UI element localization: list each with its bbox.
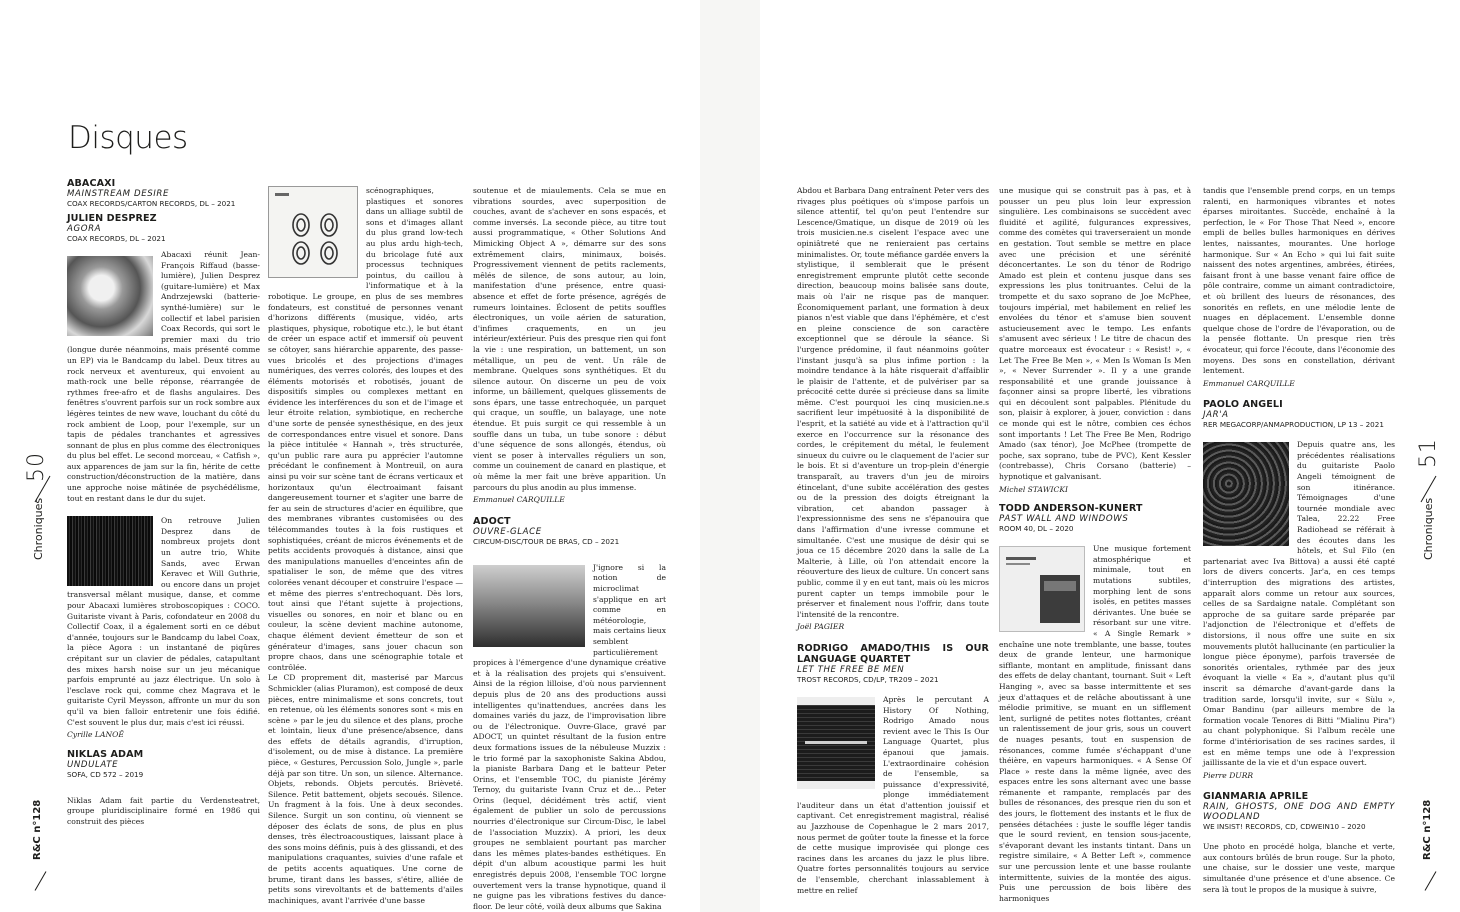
- past-wall-cover: [999, 546, 1085, 632]
- review-artist: PAOLO ANGELI: [1203, 399, 1283, 411]
- review-text: Niklas Adam fait partie du Verdensteatret, groupe pluridisciplinaire formé en 1986 qui construit des pièces: [67, 795, 260, 826]
- review-text: Une musique fortement atmosphérique et minimale, tout en mutations subtiles, morphing lent de sons isolés, en petites masses dérivantes. Une buée se résorbant sur une vitre. « A Single Remark » enchaîne une note tremblante, une basse, toutes deux de grande lenteur, une harmonique sifflante, montant en amplitude, finissant dans des effets de delay chantant, tournant. Suit « Left Hanging », avec sa basse intermittente et ses jeux d'attaques et de relâche aboutissant à une mélodie primitive, se muant en un sifflement lent, surligné de petites notes flottantes, créant un ralentissement de jour gris, sous un couvert de nuages pesants, tout en suspension de résonances, comme fumée s'échappant d'une théière, en vapeurs harmoniques. « A Sense Of Place » reste dans la même lignée, avec des espaces entre les sons alternant avec une basse rémanente et rampante, remplacés par des bulles de résonances, des presque rien du son et des jours, le flottement des instants et le flux de pensées détachées : juste le souffle léger tandis que le sourd revient, en tension sous-jacente, s'évaporant devant les instants tintant. Dans un registre similaire, « A Better Left », commence sur une percussion lente et une basse roulante intermittente, suivies de la montée des aigus. Puis une percussion de bois libère des harmoniques: [999, 544, 1191, 903]
- left-page: [0, 0, 700, 912]
- review-author: Cyrille LANOË: [67, 730, 124, 740]
- review-text: Le CD proprement dit, masterisé par Marcus Schmickler (alias Pluramon), est composé de deux pièces, entre minimalisme et sons concrets, tout en retenue, où les éléments sonores sont « mis en scène » par le jeu du silence et des plans, proche et lointain, lieux d'une présence/absence, dans des effets de détails agrandis, d'irruption, d'isolement, ou de mise à distance. La première pièce, « Gestures, Percussion Solo, Jungle », parle déjà par son titre. Un son, un silence. Alternance. Objets, rebonds. Objets percutés. Brièveté. Silence. Petit battement, objets secoués. Silence. Un fragment à la fois. Une à deux secondes. Silence. Surgit un son continu, où viennent se déposer des éclats de sons, de plus en plus denses, très électroacoustiques, laissant place à des sons moins définis, puis à des glissandi, et des manipulations craquantes, suivies d'une rafale et de petits accents aquatiques. Une corne de brume, tirant dans les basses, s'étire, alliée de petits sons virevoltants et de battements d'ailes machiniques, avant l'arrivée d'une basse: [268, 673, 463, 905]
- right-page: [760, 0, 1460, 912]
- past-wall-artwork: [1000, 547, 1084, 631]
- review-author: Emmanuel CARQUILLE: [473, 495, 565, 505]
- review-text: Abacaxi réunit Jean-François Riffaud (basse-lumière), Julien Desprez (guitare-lumière) et Max Andrzejewski (batterie-synthé-lumière) sur le collectif et label parisien Coax Records, qui sort le premier maxi du trio (longue durée néanmoins, mais présenté comme un EP) via le Bandcamp du label. Deux titres au rock nerveux et aventureux, qui envoient au math-rock une belle réponse, réarrangée de rythmes free-afro et de flashs angulaires. Des fenêtres s'ouvrent parfois sur un rock sombre aux légères teintes de new wave, louchant du côté du rock ambient de Loop, pour l'exemple, sur un tapis de pédales tranchantes et agressives sonnant de plus en plus comme des électroniques du plus bel effet. Le second morceau, « Catfish », aux apparences de jam sur la fin, hérite de cette construction/déconstruction de la matière, dans une approche noise mâtinée de psychédélisme, tout en restant dans le dur du sujet.: [67, 250, 260, 503]
- right-column-3: [1203, 186, 1395, 894]
- review-album: AGORA: [67, 224, 102, 234]
- review-artist: GIANMARIA APRILE: [1203, 791, 1309, 803]
- right-column-1: [797, 186, 989, 895]
- let-the-free-be-men-cover: [797, 697, 875, 789]
- review-label: TROST RECORDS, CD/LP, TR209 – 2021: [797, 674, 939, 684]
- review-artist: JULIEN DESPREZ: [67, 213, 157, 224]
- review-text: Depuis quatre ans, les précédentes réalisations du guitariste Paolo Angeli témoignent de son itinérance. Témoignages d'une tournée mondiale avec Talea, 22.22 Free Radiohead se référait à des écoutes dans les hôtels, et Sul Filo (en partenariat avec Iva Bittova) a aussi été capté lors de divers concerts. Jar'a, en ces temps d'interruption des migrations des artistes, apparaît alors comme un retour aux sources, celles de sa Sardaigne natale. Complétant son approche de sa guitare sarde préparée par l'adjonction de l'électronique et d'effets de distorsions, il nous offre une suite en six mouvements plutôt hallucinante (en particulier la longue pièce éponyme), parfois traversée de sonorités orientales, rythmée par des jeux évoquant la vielle « Ea », d'autant plus qu'il inscrit sa démarche d'avant-garde dans la tradition sarde, lorsqu'il invite, sur « Sùlu », Omar Bandinu (par ailleurs membre de la formation vocale Tenores di Bitti "Mialinu Pira") au chant polyphonique. Si l'album recèle une forme d'intériorisation de ses racines sardes, il est en même temps une ode à l'expression jaillissante de la vie et d'un espace ouvert.: [1203, 440, 1395, 768]
- cover-lettering: [797, 697, 875, 789]
- review-artist: ABACAXI: [67, 178, 116, 189]
- right-folio-number: 51: [1416, 438, 1441, 468]
- review-artist: TODD ANDERSON-KUNERT: [999, 503, 1143, 515]
- review-text: Après le percutant A History Of Nothing, Rodrigo Amado nous revient avec le This Is Our Language Quartet, plus épanoui que jamais. L'extraordinaire cohésion de l'ensemble, sa puissance d'expressivité, plonge immédiatement l'auditeur dans un état d'attention jouissif et captivant. Cet enregistrement magistral, réalisé au Jazzhouse de Copenhague le 2 mars 2017, nous permet de goûter toute la finesse et la force de cette musique improvisée qui plonge ces racines dans les arcanes du jazz le plus libre. Quatre fortes personnalités toujours au service de l'ensemble, cherchant inlassablement à mettre en relief: [797, 694, 989, 895]
- left-magazine-issue: R&C n°128: [32, 799, 43, 860]
- right-rubric: Chroniques: [1422, 497, 1435, 560]
- right-folio-block: [1410, 430, 1450, 890]
- right-column-2: [999, 186, 1191, 903]
- sketch-rings-drawing: [269, 187, 357, 277]
- review-album: LET THE FREE BE MEN: [797, 664, 905, 675]
- review-album: OUVRE-GLACE: [473, 526, 542, 537]
- sketch-rings-cover: [268, 186, 358, 278]
- room-photo-cover: [473, 565, 585, 647]
- review-author: Michel STAWICKI: [999, 484, 1068, 494]
- review-label: ROOM 40, DL – 2020: [999, 524, 1074, 534]
- review-text: J'ignore si la notion de microclimat s'applique en art comme en météorologie, mais certains lieux semblent particulièrement propices à l'émergence d'une dynamique créative et à la réalisation des projets qui s'ensuivent. Ainsi de la région lilloise, d'où nous parviennent depuis plus de 20 ans des productions aussi intelligentes qu'inattendues, ancrées dans les domaines variés du jazz, de l'improvisation libre ou de l'électronique. Ouvre-Glace, gravé par ADOCT, un quintet résultant de la fusion entre deux formations issues de la nébuleuse Muzzix : le trio formé par la saxophoniste Sakina Abdou, la pianiste Barbara Dang et le batteur Peter Orins, et l'ensemble TOC, du pianiste Jérémy Ternoy, du guitariste Ivann Cruz et de… Peter Orins (lequel, décidément très actif, vient également de publier un solo de percussions nourries d'électronique sur Circum-Disc, le label de l'association Muzzix). A priori, les deux groupes ne semblaient pourtant pas marcher dans les mêmes plates-bandes esthétiques. En dépit d'un album acoustique parmi les huit enregistrés depuis 2008, l'ensemble TOC lorgne ouvertement vers la transe hypnotique, quand il ne guigne pas les vibrations festives du dance-floor. De leur côté, voilà deux albums que Sakina: [473, 562, 666, 911]
- section-title: Disques: [68, 120, 188, 156]
- review-artist: ADOCT: [473, 515, 511, 527]
- review-text: On retrouve Julien Desprez dans de nombreux projets dont un autre trio, White Sands, avec Erwan Keravec et Will Guthrie, ou encore dans un projet transversal mêlant musique, danse, et comme pour Abacaxi lumières stroboscopiques : COCO. Guitariste vivant à Paris, cofondateur en 2008 du Collectif Coax, il a également sorti en ce début d'année, toujours sur le Bandcamp du label Coax, la pièce Agora : un instantané de piqûres crépitant sur un clavier de pédales, catapultant des mixes harsh noise sur un jeu mécanique parfois emprunté au jazz électrique. Un solo à l'esclave rock qui, comme chez Magrava et le guitariste Cyril Meysson, affronte un mur du son qu'il va bien falloir entretenir une fois édifié. C'est souvent le plus dur, mais c'est ici réussi.: [67, 516, 260, 727]
- left-column-3: [473, 186, 666, 911]
- abstract-grey-cover: [67, 256, 153, 336]
- dark-noise-cover: [67, 516, 153, 586]
- review-album: UNDULATE: [67, 759, 119, 770]
- review-text: Une photo en procédé holga, blanche et verte, aux contours brûlés de brun rouge. Sur la photo, une chaise, sur le dossier une veste, marque simultanée d'une présence et d'une absence. Ce sera là tout le propos de la musique à suivre,: [1203, 842, 1395, 894]
- left-column-2: [268, 186, 463, 905]
- review-album: MAINSTREAM DESIRE: [67, 189, 170, 199]
- review-label: CIRCUM-DISC/TOUR DE BRAS, CD – 2021: [473, 536, 620, 546]
- right-magazine-issue: R&C n°128: [1422, 799, 1433, 860]
- review-album: RAIN, GHOSTS, ONE DOG AND EMPTY WOODLAND: [1203, 802, 1395, 823]
- review-text: scénographiques, plastiques et sonores dans un alliage subtil de sons et d'images allant du plus grand low-tech au plus ardu high-tech, du bricolage futé aux processus techniques pointus, du caillou à l'informatique et à la robotique. Le groupe, en plus de ses membres fondateurs, est constitué de personnes venant d'horizons différents (musique, vidéo, arts plastiques, physique, robotique etc.), le but étant de créer un espace actif et immersif où peuvent se côtoyer, sans hiérarchie apparente, des passe-vues bricolés et des projections d'images numériques, des verres colorés, des loupes et des éléments motorisés et robotisés, jouant de dispositifs simples ou complexes mettant en évidence les interférences du son et de l'image et leur étroite relation, symbiotique, en recherche d'une sorte de pensée synesthésique, en des jeux de correspondances entre visuel et sonore. Dans la pièce intitulée « Hannah », très structurée, qu'un public rare aura pu apprécier l'automne précédant le confinement à Montreuil, on aura ainsi pu voir sur scène tant de écrans verticaux et horizontaux qu'un électroaimant faisant dangereusement tourner et s'agiter une barre de fer au sein de structures d'acier en équilibre, que des membranes vibrantes customisées ou des télécommandes toutes à la fois rustiques et sophistiquées, créant de micros événements et de petits accidents provoqués à distance, ainsi que des manipulations manuelles d'enceintes afin de spatialiser le son, de même que des vitres colorées venant découper et construire l'espace — et même des pierres s'entrechoquant. Dès lors, tout ainsi que l'étant sujette à projections, visuelles ou sonores, en noir et blanc ou en couleur, la scène devient machine autonome, chaque élément devient émetteur de son et générateur d'images, sans jouer chacun son propre chaos, dans une scénographie totale et contrôlée.: [268, 186, 463, 672]
- review-label: COAX RECORDS, DL – 2021: [67, 234, 166, 243]
- right-bottom-slash: [1425, 871, 1437, 891]
- review-text: soutenue et de miaulements. Cela se mue en vibrations sourdes, avec superposition de couches, avant de s'achever en sons espacés, et comme inversés. La seconde pièce, au titre tout aussi programmatique, « Other Solutions And Mimicking Object A », démarre sur des sons extrêmement clairs, minimaux, boisés. Progressivement viennent de petits raclements, mêlés de silence, de sons autour, au loin, manifestation d'une présence, entre quasi-absence et effet de forte présence, agrégés de rumeurs lointaines. Éclosent de petits souffles électroniques, un voile aérien de saturation, d'infimes craquements, en un jeu intérieur/extérieur. Puis des presque rien qui font la vie : une respiration, un battement, un son métallique, un peu de vent. Un râle de membrane. Quelques sons synthétiques. Et du silence autour. On discerne un peu de voix informe, un bâillement, quelques glissements de sons épars, une tasse entrechoquée, un parquet qui craque, un souffle, un balayage, une note étendue. Et puis surgit ce qui ressemble à un souffle dans un tuba, un tube sonore : début d'une séquence de sons allongés, étendus, où vient se poser à intervalles réguliers un son, comme un couinement de canard en plastique, et où même la mer fait une brève apparition. Un parcours du plus anodin au plus immense.: [473, 186, 666, 492]
- review-album: JAR'A: [1203, 410, 1229, 421]
- left-folio-block: [18, 430, 58, 890]
- page-gutter: [700, 0, 760, 912]
- review-author: Joël PAGIER: [797, 622, 845, 632]
- left-column-1: [67, 178, 260, 838]
- review-text: tandis que l'ensemble prend corps, en un temps ralenti, en harmoniques vibrantes et notes éparses miroitantes. Succède, enchaîné à la perfection, le « For Those That Need », encore empli de belles bulles harmoniques en dérives lentes, naissantes, mourantes. Une horloge harmonique. Sur « An Echo » qui lui fait suite naissent des notes argentines, ambrées, étirées, faisant front à une basse venant faire office de pôle contraire, comme un aimant contradictoire, et où brillent des lueurs de résonances, des sonorités en reflets, en une mélodie lente de nuages en déplacement. L'ensemble donne quelque chose de l'ordre de l'évaporation, ou de la pensée flottante. Un presque rien très évocateur, qui force l'écoute, dans l'économie des moyens. Des sons en constellation, dérivant lentement.: [1203, 186, 1395, 376]
- left-bottom-slash: [35, 871, 47, 891]
- review-label: WE INSIST! RECORDS, CD, CDWEIN10 – 2020: [1203, 822, 1366, 832]
- review-text: une musique qui se construit pas à pas, et à pousser un peu plus loin leur expression singulière. Les combinaisons se succèdent avec fluidité et agilité, fulgurances expressives, comme des comètes qui traverseraient un monde en gestation. Tout semble se mettre en place avec une précision et une sérénité déconcertantes. Le son du ténor de Rodrigo Amado est plein et contenu jusque dans ses expressions les plus tonitruantes. Celui de la trompette et du saxo soprano de Joe McPhee, toujours impérial, met habilement en relief les envolées du ténor et s'amuse bien souvent astucieusement avec le tempo. Les enfants s'amusent avec sérieux ! Le titre de chacun des quatre morceaux est évocateur : « Resist! », « Let The Free Be Men », « Men Is Woman Is Men », « Never Surrender ». Il y a une grande responsabilité et une grande jouissance à façonner ainsi sa propre liberté, les vibrations qui en découlent sont palpables. Plénitude du son, plaisir à explorer, à jouer, conviction : dans ce monde qui est le nôtre, combien ces échos sont importants ! Let The Free Be Men, Rodrigo Amado (sax ténor), Joe McPhee (trompette de poche, sax soprano, tube de PVC), Kent Kessler (contrebasse), Chris Corsano (batterie) – hypnotique et galvanisant.: [999, 186, 1191, 482]
- foliage-cover: [1203, 442, 1289, 546]
- review-label: RER MEGACORP/ANMAPRODUCTION, LP 13 – 2021: [1203, 420, 1384, 430]
- review-artist: RODRIGO AMADO/THIS IS OUR LANGUAGE QUARTET: [797, 642, 989, 665]
- review-artist: NIKLAS ADAM: [67, 748, 144, 760]
- review-label: COAX RECORDS/CARTON RECORDS, DL – 2021: [67, 199, 236, 208]
- review-author: Emmanuel CARQUILLE: [1203, 378, 1295, 388]
- review-album: PAST WALL AND WINDOWS: [999, 514, 1129, 525]
- left-folio-number: 50: [24, 452, 49, 482]
- review-author: Pierre DURR: [1203, 770, 1254, 780]
- review-text: Abdou et Barbara Dang entraînent Peter vers des rivages plus poétiques où s'impose parfois un silence attentif, tel qu'on peut l'entendre sur Lescence/Gmatique, un disque de 2019 où les trois musicien.ne.s ciselent l'espace avec une opiniâtreté que ne renieraient pas certains minimalistes. Or, toute méfiance gardée envers la stylistique, il semblerait que le présent enregistrement emprunte plutôt cette seconde direction, beaucoup moins balisée sans doute, mais où l'air ne risque pas de manquer. Économiquement parlant, une formation à deux pianos n'est viable que dans l'éphémère, et c'est en pleine conscience de son caractère exceptionnel que se déroule la séance. Si l'urgence prédomine, il faut néanmoins goûter l'instant jusqu'à sa plus infime portion : la moindre tendance à la hâte risquerait d'affaiblir le plaisir de l'attente, et de pulvériser par sa précocité cette durée si précieuse dans sa limite même. C'est pourquoi les cinq musicien.ne.s sacrifient leur impétuosité à la disponibilité de l'esprit, et la satiété au vide et à l'attraction qu'il exerce en l'occurrence sur la résonance des cordes, le crépitement du métal, le feulement sinueux du cuivre ou le claquement de l'acier sur le bois. Et si d'aventure un trop-plein d'énergie transparaît, au travers d'un jeu de miroirs étincelant, d'une subite accélération des gestes ou de la pression des doigts étreignant la vibration, cet abandon passager à l'expressionnisme des sens ne s'épanouira que dans l'affirmation d'une ivresse commune et simultanée. C'est une musique de désir qui se joua ce 15 décembre 2020 dans la salle de La Malterie, à Lille, où l'on attendait encore la réouverture des lieux de culture. Un concert sans public, comme il y en eut tant, mais où les micros purent capter un temps immobile pour le préserver et finalement nous l'offrir, dans toute l'intensité de la rencontre.: [797, 186, 989, 619]
- review-label: SOFA, CD 572 – 2019: [67, 769, 144, 779]
- left-rubric: Chroniques: [32, 497, 45, 560]
